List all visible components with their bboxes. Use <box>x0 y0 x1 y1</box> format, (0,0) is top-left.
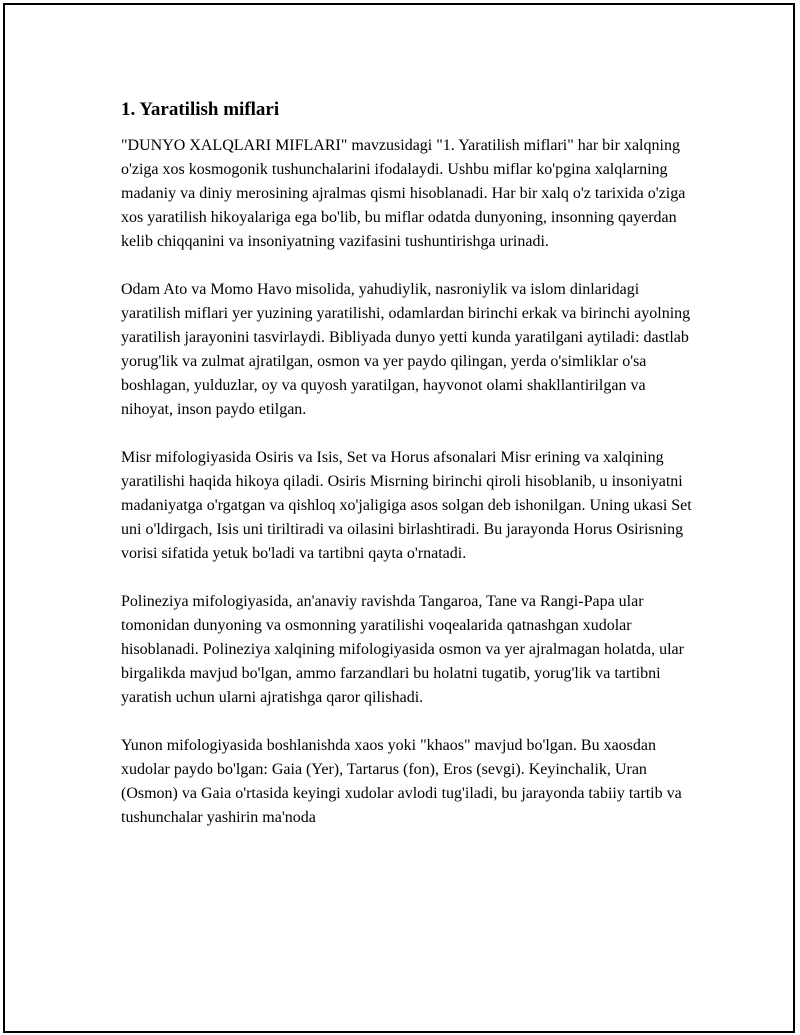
paragraph-greek: Yunon mifologiyasida boshlanishda xaos yoki "khaos" mavjud bo'lgan. Bu xaosdan xudolar paydo bo'lgan: Gaia (Yer), Tartarus (fon), Eros (sevgi). Keyinchalik, Uran (Osmon) va Gaia o'rtasida keyingi xudolar avlodi tug'iladi, bu jarayonda tabiiy tartib va tushunchalar yashirin ma'noda <box>121 737 682 826</box>
section-heading: 1. Yaratilish miflari <box>121 99 280 120</box>
page-frame <box>3 3 795 1033</box>
paragraph-egyptian: Misr mifologiyasida Osiris va Isis, Set va Horus afsonalari Misr erining va xalqining yaratilishi haqida hikoya qiladi. Osiris Misrning birinchi qiroli hisoblanib, u insoniyatni madaniyatga o'rgatgan va qishloq xo'jaligiga asos solgan deb ishonilgan. Uning ukasi Set uni o'ldirgach, Isis uni tiriltiradi va oilasini birlashtiradi. Bu jarayonda Horus Osirisning vorisi sifatida yetuk bo'ladi va tartibni qayta o'rnatadi. <box>121 449 692 562</box>
document-body <box>121 98 697 854</box>
paragraph-intro: "DUNYO XALQLARI MIFLARI" mavzusidagi "1. Yaratilish miflari" har bir xalqning o'ziga xos kosmogonik tushunchalarini ifodalaydi. Ushbu miflar ko'pgina xalqlarning madaniy va diniy merosining ajralmas qismi hisoblanadi. Har bir xalq o'z tarixida o'ziga xos yaratilish hikoyalariga ega bo'lib, bu miflar odatda dunyoning, insonning qayerdan kelib chiqqanini va insoniyatning vazifasini tushuntirishga urinadi. <box>121 137 686 250</box>
paragraph-abrahamic: Odam Ato va Momo Havo misolida, yahudiylik, nasroniylik va islom dinlaridagi yaratilish miflari yer yuzining yaratilishi, odamlardan birinchi erkak va birinchi ayolning yaratilish jarayonini tasvirlaydi. Bibliyada dunyo yetti kunda yaratilgani aytiladi: dastlab yorug'lik va zulmat ajratilgan, osmon va yer paydo qilingan, yerda o'simliklar o'sa boshlagan, yulduzlar, oy va quyosh yaratilgan, hayvonot olami shakllantirilgan va nihoyat, inson paydo etilgan. <box>121 281 691 418</box>
paragraph-polynesian: Polineziya mifologiyasida, an'anaviy ravishda Tangaroa, Tane va Rangi-Papa ular tomonidan dunyoning va osmonning yaratilishi voqealarida qatnashgan xudolar hisoblanadi. Polineziya xalqining mifologiyasida osmon va yer ajralmagan holatda, ular birgalikda mavjud bo'lgan, ammo farzandlari bu holatni tugatib, yorug'lik va tartibni yaratish uchun ularni ajratishga qaror qilishadi. <box>121 593 684 706</box>
